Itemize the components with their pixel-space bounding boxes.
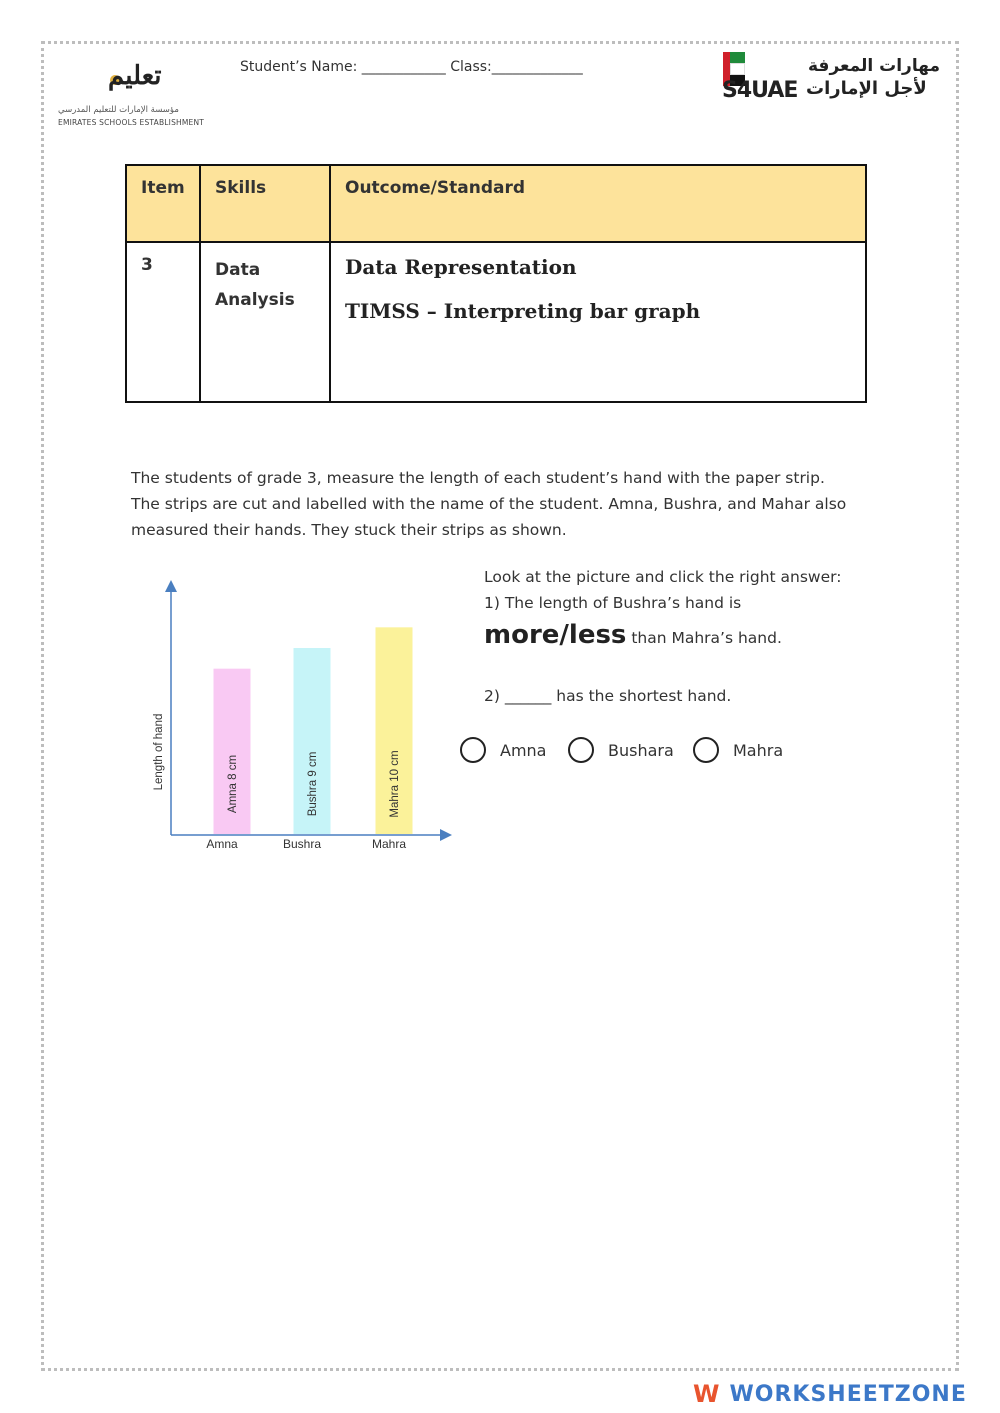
logo-subtitle-english: EMIRATES SCHOOLS ESTABLISHMENT (58, 118, 205, 127)
answer-options (460, 735, 880, 769)
tick-label-bushra: Bushra (282, 837, 322, 851)
option-mahra[interactable] (693, 735, 783, 765)
header-outcome: Outcome/Standard (330, 165, 866, 242)
outcome-cell (330, 242, 866, 402)
header-item: Item (126, 165, 200, 242)
option-label: Bushara (608, 740, 674, 760)
header-skills: Skills (200, 165, 330, 242)
y-axis-label: Length of hand (153, 713, 165, 791)
s4uae-arabic-bottom: لأجل الإمارات (806, 78, 927, 99)
student-name-class-field: Student’s Name: ____________ Class:_____________ (240, 59, 583, 75)
worksheetzone-logo (693, 1378, 998, 1410)
radio-circle-icon[interactable] (693, 737, 719, 763)
option-bushara[interactable] (568, 735, 674, 765)
more-less-choice[interactable]: more/less (484, 620, 627, 650)
paragraph-line-1: The students of grade 3, measure the length of each student’s hand with the paper strip. (131, 469, 825, 487)
outcome-standard: TIMSS – Interpreting bar graph (345, 299, 701, 323)
tick-label-mahra: Mahra (371, 837, 407, 851)
problem-paragraph (131, 465, 871, 543)
bar-label-mahra: Mahra 10 cm (389, 750, 401, 818)
question-2-text: 2) ______ has the shortest hand. (484, 687, 732, 705)
skill-word-2: Analysis (215, 290, 295, 310)
s4uae-arabic-top: مهارات المعرفة (808, 56, 940, 76)
worksheetzone-text: WORKSHEETZONE (729, 1381, 967, 1407)
radio-circle-icon[interactable] (568, 737, 594, 763)
outcome-title: Data Representation (345, 255, 577, 279)
emirates-schools-logo (58, 55, 208, 135)
s4uae-logo (720, 52, 940, 104)
question-1-suffix: than Mahra’s hand. (626, 629, 782, 647)
skills-cell (200, 242, 330, 402)
table-header-row (126, 165, 866, 242)
worksheetzone-w-icon: W (693, 1380, 720, 1408)
radio-circle-icon[interactable] (460, 737, 486, 763)
bar-label-bushra: Bushra 9 cm (307, 751, 319, 817)
tick-label-amna: Amna (206, 837, 238, 851)
question-1-prefix: 1) The length of Bushra’s hand is (484, 594, 742, 612)
standards-table (125, 164, 867, 403)
bar-chart-svg (140, 580, 470, 870)
option-amna[interactable] (460, 735, 546, 765)
table-row (126, 242, 866, 402)
paragraph-line-2: The strips are cut and labelled with the name of the student. Amna, Bushra, and Mahar also (131, 495, 847, 513)
skill-word-1: Data (215, 260, 261, 280)
logo-subtitle-arabic: مؤسسة الإمارات للتعليم المدرسي (58, 105, 179, 115)
question-1-line (484, 620, 782, 650)
item-number: 3 (126, 242, 200, 402)
bar-label-amna: Amna 8 cm (227, 754, 239, 814)
logo-arabic-text: تعليم (108, 61, 162, 91)
paragraph-line-3: measured their hands. They stuck their strips as shown. (131, 521, 567, 539)
instruction-text: Look at the picture and click the right answer: (484, 568, 842, 586)
option-label: Amna (500, 740, 547, 760)
s4uae-english: S4UAE (722, 78, 798, 103)
option-label: Mahra (733, 740, 784, 760)
hand-length-bar-chart (140, 580, 470, 870)
